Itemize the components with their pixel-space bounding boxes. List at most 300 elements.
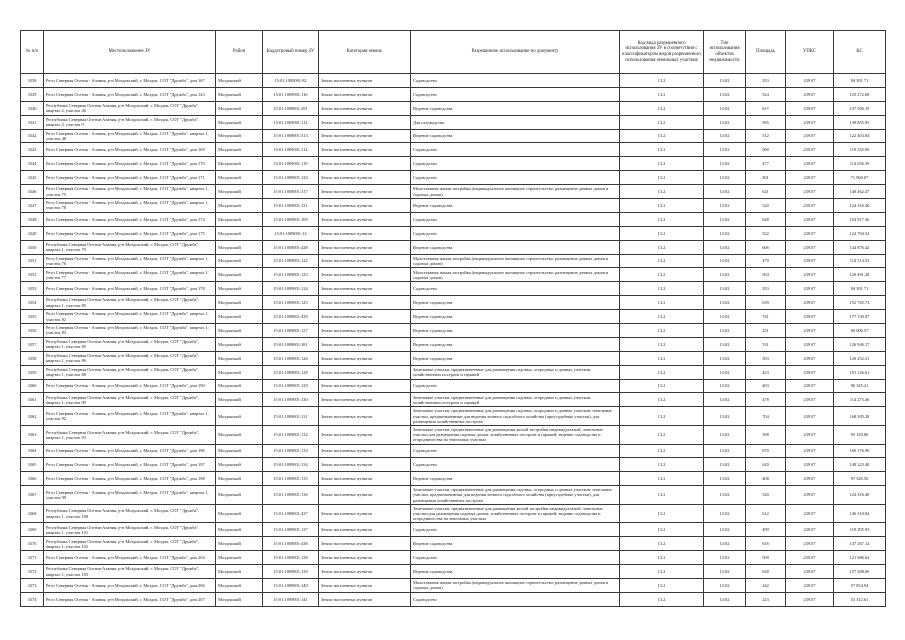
cell-permitted-use: Садоводство xyxy=(411,212,620,226)
cell-usage-type: 13:02 xyxy=(704,296,746,310)
header-area: Площадь xyxy=(746,31,786,74)
cell-usage-type: 13:02 xyxy=(704,212,746,226)
cell-num: 3347 xyxy=(21,199,44,213)
cell-ks: 120 491.28 xyxy=(834,268,886,282)
cell-district: Моздокский xyxy=(216,365,263,379)
cell-category: Земли населенных пунктов xyxy=(319,425,411,444)
cell-num: 3350 xyxy=(21,240,44,254)
header-usage-type: Тип использования объектов недвижимости xyxy=(704,31,746,74)
cell-usage-type: 13:02 xyxy=(704,565,746,579)
cell-ks: 95 149.86 xyxy=(834,425,886,444)
cell-permitted-use: Малоэтажная жилая застройка (индивидуальное жилищное строительство; размещение дачных домов и садовых домов) xyxy=(411,579,620,593)
cell-category: Земли населенных пунктов xyxy=(319,565,411,579)
cell-cadastral: 15:01:1009001:82 xyxy=(263,74,319,88)
cell-usage-type: 13:02 xyxy=(704,171,746,185)
cell-upks: 239.07 xyxy=(786,296,834,310)
cell-area: 585 xyxy=(746,115,786,129)
cell-num: 3361 xyxy=(21,393,44,407)
cell-cadastral: 15:01:1009001:135 xyxy=(263,472,319,486)
cell-num: 3341 xyxy=(21,115,44,129)
cell-area: 478 xyxy=(746,393,786,407)
cell-vri-code: 13.2 xyxy=(620,458,704,472)
table-row xyxy=(21,504,886,523)
cell-category: Земли населенных пунктов xyxy=(319,551,411,565)
cell-vri-code: 13.2 xyxy=(620,143,704,157)
cell-location: Республика Северная Осетия-Алания, р-н Моздокский, г. Моздок, СОТ "Дружба", квартал 1, участок 80 xyxy=(44,296,216,310)
cell-category: Земли населенных пунктов xyxy=(319,143,411,157)
cell-area: 242 xyxy=(746,579,786,593)
cell-area: 403 xyxy=(746,379,786,393)
cell-location: Респ Северная Осетия - Алания, р-н Моздокский, г. Моздок, СОТ "Дружба", дом 170 xyxy=(44,157,216,171)
cell-location: Респ Северная Осетия - Алания, р-н Моздокский, г. Моздок, СОТ "Дружба", дом 167 xyxy=(44,74,216,88)
cell-district: Моздокский xyxy=(216,296,263,310)
cell-permitted-use: Садоводство xyxy=(411,157,620,171)
cell-ks: 148 223.40 xyxy=(834,458,886,472)
cell-cadastral: 15:01:1009001:137 xyxy=(263,523,319,537)
cell-usage-type: 13:02 xyxy=(704,129,746,143)
cell-permitted-use: Земельные участки, предназначенные для размещения садовых, огородных и дачных участков, хозяйственных построек и гаражей xyxy=(411,393,620,407)
cell-usage-type: 13:02 xyxy=(704,101,746,115)
cell-cadastral: 15:01:1009001:120 xyxy=(263,171,319,185)
cell-num: 3356 xyxy=(21,324,44,338)
table-row xyxy=(21,551,886,565)
cell-permitted-use: Земельные участки, предназначенные для размещения жилой застройки индивидуальной; земельные участки для размещения садовых домов, хозяйственных построек и гаражей; ведение садоводства и огородничества на земельных участках xyxy=(411,425,620,444)
cell-category: Земли населенных пунктов xyxy=(319,171,411,185)
cell-upks: 239.07 xyxy=(786,129,834,143)
cell-num: 3357 xyxy=(21,337,44,351)
cell-usage-type: 13:02 xyxy=(704,199,746,213)
cell-vri-code: 13.2 xyxy=(620,379,704,393)
cell-usage-type: 13:02 xyxy=(704,393,746,407)
cell-num: 3363 xyxy=(21,425,44,444)
cell-area: 499 xyxy=(746,523,786,537)
cell-permitted-use: Садоводство xyxy=(411,458,620,472)
table-row xyxy=(21,407,886,426)
cell-location: Респ Северная Осетия - Алания, р-н Моздокский, г. Моздок, СОТ "Дружба", дом 197 xyxy=(44,458,216,472)
cell-category: Земли населенных пунктов xyxy=(319,324,411,338)
table-row xyxy=(21,185,886,199)
cell-ks: 114 514.53 xyxy=(834,254,886,268)
cell-num: 3366 xyxy=(21,472,44,486)
cell-cadastral: 15:01:1009001:134 xyxy=(263,458,319,472)
cell-ks: 157 308.06 xyxy=(834,565,886,579)
cell-usage-type: 13:02 xyxy=(704,143,746,157)
cell-location: Респ Северная Осетия - Алания, р-н Моздокский, г. Моздок, СОТ "Дружба", квартал 1, участок 92 xyxy=(44,407,216,426)
cell-area: 520 xyxy=(746,486,786,505)
cell-district: Моздокский xyxy=(216,393,263,407)
table-row xyxy=(21,337,886,351)
cell-area: 398 xyxy=(746,425,786,444)
cell-district: Моздокский xyxy=(216,157,263,171)
cell-upks: 239.07 xyxy=(786,579,834,593)
cell-district: Моздокский xyxy=(216,379,263,393)
cell-cadastral: 15:01:1009001:125 xyxy=(263,296,319,310)
cell-vri-code: 13.2 xyxy=(620,212,704,226)
cell-cadastral: 15:01:1009001:129 xyxy=(263,379,319,393)
cell-usage-type: 13:02 xyxy=(704,226,746,240)
cell-cadastral: 15:01:1009001:131 xyxy=(263,407,319,426)
cell-ks: 120 252.21 xyxy=(834,351,886,365)
cell-category: Земли населенных пунктов xyxy=(319,337,411,351)
cell-category: Земли населенных пунктов xyxy=(319,185,411,199)
cell-vri-code: 13.2 xyxy=(620,268,704,282)
cell-ks: 53 312.61 xyxy=(834,592,886,606)
cell-vri-code: 13.2 xyxy=(620,185,704,199)
cell-district: Моздокский xyxy=(216,101,263,115)
cell-location: Респ Северная Осетия - Алания, р-н Моздокский, г. Моздок, СОТ "Дружба", дом 178 xyxy=(44,282,216,296)
cell-category: Земли населенных пунктов xyxy=(319,592,411,606)
cell-num: 3368 xyxy=(21,504,44,523)
cell-permitted-use: Садоводство xyxy=(411,551,620,565)
cell-vri-code: 13.2 xyxy=(620,115,704,129)
cell-vri-code: 13.2 xyxy=(620,157,704,171)
cell-district: Моздокский xyxy=(216,551,263,565)
cell-category: Земли населенных пунктов xyxy=(319,240,411,254)
cell-upks: 239.07 xyxy=(786,393,834,407)
cell-district: Моздокский xyxy=(216,240,263,254)
cell-district: Моздокский xyxy=(216,268,263,282)
cell-ks: 84 391.71 xyxy=(834,74,886,88)
cell-permitted-use: Садоводство xyxy=(411,282,620,296)
cell-vri-code: 13.2 xyxy=(620,101,704,115)
cell-upks: 239.07 xyxy=(786,185,834,199)
cell-vri-code: 13.2 xyxy=(620,282,704,296)
cell-ks: 84 391.71 xyxy=(834,282,886,296)
table-row xyxy=(21,310,886,324)
cell-num: 3367 xyxy=(21,486,44,505)
cell-ks: 152 765.73 xyxy=(834,296,886,310)
cell-upks: 239.07 xyxy=(786,310,834,324)
cell-ks: 122 403.84 xyxy=(834,129,886,143)
cell-usage-type: 13:02 xyxy=(704,87,746,101)
table-row xyxy=(21,212,886,226)
cell-category: Земли населенных пунктов xyxy=(319,74,411,88)
header-category: Категория земель xyxy=(319,31,411,74)
cell-upks: 239.07 xyxy=(786,523,834,537)
cell-location: Респ Северная Осетия - Алания, р-н Моздокский, г. Моздок, СОТ "Дружба", дом 196 xyxy=(44,444,216,458)
cell-category: Земли населенных пунктов xyxy=(319,129,411,143)
cell-location: Респ Северная Осетия - Алания, р-н Моздокский, г. Моздок, СОТ "Дружба", квартал 1, участок 48 xyxy=(44,129,216,143)
cell-area: 531 xyxy=(746,337,786,351)
cell-upks: 239.07 xyxy=(786,157,834,171)
cell-district: Моздокский xyxy=(216,351,263,365)
cell-district: Моздокский xyxy=(216,504,263,523)
cell-location: Респ Северная Осетия - Алания, р-н Моздокский, г. Моздок, СОТ "Дружба", квартал 1, участок 78 xyxy=(44,199,216,213)
cell-permitted-use: Ведение садоводства xyxy=(411,537,620,551)
cell-district: Моздокский xyxy=(216,171,263,185)
cell-num: 3343 xyxy=(21,143,44,157)
cell-usage-type: 13:02 xyxy=(704,310,746,324)
cell-location: Респ Северная Осетия - Алания, р-н Моздокский, г. Моздок, СОТ "Дружба", дом 198 xyxy=(44,472,216,486)
cell-permitted-use: Ведение садоводства xyxy=(411,129,620,143)
cell-vri-code: 13.2 xyxy=(620,365,704,379)
cell-vri-code: 13.2 xyxy=(620,254,704,268)
cell-permitted-use: Ведение садоводства xyxy=(411,101,620,115)
table-row xyxy=(21,254,886,268)
cell-area: 620 xyxy=(746,458,786,472)
cell-location: Респ Северная Осетия - Алания, р-н Моздокский, г. Моздок, СОТ "Дружба", дом 204 xyxy=(44,551,216,565)
cell-vri-code: 13.2 xyxy=(620,296,704,310)
table-row xyxy=(21,393,886,407)
cell-district: Моздокский xyxy=(216,199,263,213)
cell-area: 524 xyxy=(746,87,786,101)
cell-category: Земли населенных пунктов xyxy=(319,537,411,551)
header-num: № п/п xyxy=(21,31,44,74)
cell-num: 3339 xyxy=(21,87,44,101)
cell-permitted-use: Малоэтажная жилая застройка (индивидуальное жилищное строительство; размещение дачных домов и садовых домов) xyxy=(411,268,620,282)
cell-vri-code: 13.2 xyxy=(620,579,704,593)
cell-location: Республика Северная Осетия-Алания, р-н Моздокский, г. Моздок, СОТ "Дружба", квартал 1, участок 101 xyxy=(44,523,216,537)
cell-usage-type: 13:02 xyxy=(704,337,746,351)
cell-cadastral: 15:01:1008001:428 xyxy=(263,240,319,254)
cell-vri-code: 13.2 xyxy=(620,523,704,537)
cell-area: 353 xyxy=(746,74,786,88)
cell-area: 408 xyxy=(746,472,786,486)
cell-upks: 239.07 xyxy=(786,87,834,101)
cell-location: Респ Северная Осетия - Алания, р-н Моздокский, г. Моздок, СОТ "Дружба", квартал 1, участок 82 xyxy=(44,310,216,324)
cell-area: 741 xyxy=(746,310,786,324)
table-row xyxy=(21,565,886,579)
cell-area: 606 xyxy=(746,240,786,254)
cell-upks: 239.07 xyxy=(786,226,834,240)
cell-permitted-use: Ведение садоводства xyxy=(411,296,620,310)
cell-area: 504 xyxy=(746,268,786,282)
cell-usage-type: 13:02 xyxy=(704,407,746,426)
cell-usage-type: 13:02 xyxy=(704,351,746,365)
cell-num: 3359 xyxy=(21,365,44,379)
cell-district: Моздокский xyxy=(216,254,263,268)
cell-cadastral: 15:01:1009001:116 xyxy=(263,87,319,101)
cell-location: Респ Северная Осетия - Алания, р-н Моздокский, г. Моздок, СОТ "Дружба", дом 206 xyxy=(44,579,216,593)
cell-category: Земли населенных пунктов xyxy=(319,212,411,226)
cell-location: Республика Северная Осетия-Алания, р-н Моздокский, г. Моздок, СОТ "Дружба", квартал 1, участок 100 xyxy=(44,504,216,523)
cell-category: Земли населенных пунктов xyxy=(319,115,411,129)
cell-ks: 114 275.46 xyxy=(834,393,886,407)
cell-ks: 146 310.84 xyxy=(834,504,886,523)
cell-location: Респ Северная Осетия - Алания, р-н Моздокский, г. Моздок, СОТ "Дружба", дом 175 xyxy=(44,226,216,240)
cell-vri-code: 13.2 xyxy=(620,425,704,444)
cell-vri-code: 13.2 xyxy=(620,171,704,185)
cell-num: 3351 xyxy=(21,254,44,268)
cell-area: 612 xyxy=(746,504,786,523)
cell-ks: 147 267.12 xyxy=(834,537,886,551)
cell-vri-code: 13.2 xyxy=(620,129,704,143)
cell-usage-type: 13:02 xyxy=(704,240,746,254)
cell-num: 3360 xyxy=(21,379,44,393)
cell-area: 617 xyxy=(746,101,786,115)
cell-ks: 119 535.00 xyxy=(834,143,886,157)
cell-district: Моздокский xyxy=(216,143,263,157)
cell-category: Земли населенных пунктов xyxy=(319,486,411,505)
cell-district: Моздокский xyxy=(216,425,263,444)
cell-permitted-use: Малоэтажная жилая застройка (индивидуальное жилищное строительство; размещение дачных домов и садовых домов) xyxy=(411,185,620,199)
cell-area: 503 xyxy=(746,351,786,365)
table-row xyxy=(21,472,886,486)
cell-cadastral: 15:01:1009001:130 xyxy=(263,393,319,407)
cell-cadastral: 15:01:1009001:126 xyxy=(263,351,319,365)
cell-usage-type: 13:02 xyxy=(704,157,746,171)
table-row xyxy=(21,537,886,551)
cell-ks: 124 794.54 xyxy=(834,226,886,240)
table-row xyxy=(21,226,886,240)
header-district: Район xyxy=(216,31,263,74)
cell-location: Республика Северная Осетия-Алания, р-н Моздокский, г. Моздок, СОТ "Дружба", квартал 1, участок 88 xyxy=(44,365,216,379)
cell-ks: 71 960.07 xyxy=(834,171,886,185)
cell-upks: 239.07 xyxy=(786,324,834,338)
cell-cadastral: 15:01:1009001:136 xyxy=(263,486,319,505)
header-vri-code: Код вида разрешенного использования ЗУ в соответствии с классификатором видов разрешенного использования земельных участков xyxy=(620,31,704,74)
cell-usage-type: 13:02 xyxy=(704,74,746,88)
cell-cadastral: 15:01:1009001:127 xyxy=(263,324,319,338)
cell-usage-type: 13:02 xyxy=(704,579,746,593)
cell-num: 3364 xyxy=(21,444,44,458)
cell-district: Моздокский xyxy=(216,537,263,551)
cell-district: Моздокский xyxy=(216,129,263,143)
cell-vri-code: 13.2 xyxy=(620,592,704,606)
cell-permitted-use: Ведение садоводства xyxy=(411,565,620,579)
cell-district: Моздокский xyxy=(216,523,263,537)
cell-district: Моздокский xyxy=(216,458,263,472)
cell-cadastral: 15:01:1009001:122 xyxy=(263,254,319,268)
table-row xyxy=(21,296,886,310)
cell-vri-code: 13.2 xyxy=(620,87,704,101)
cell-upks: 239.07 xyxy=(786,565,834,579)
cell-vri-code: 13.2 xyxy=(620,444,704,458)
cell-ks: 139 855.95 xyxy=(834,115,886,129)
cell-location: Республика Северная Осетия-Алания, р-н Моздокский, г. Моздок, СОТ "Дружба", квартал 3, участок 9 xyxy=(44,115,216,129)
cell-vri-code: 13.2 xyxy=(620,472,704,486)
table-row xyxy=(21,324,886,338)
cell-location: Республика Северная Осетия-Алания, р-н Моздокский, г. Моздок, СОТ "Дружба", квартал 1, участок 102 xyxy=(44,537,216,551)
cell-num: 3370 xyxy=(21,537,44,551)
header-permitted-use: Разрешенное использование по документу xyxy=(411,31,620,74)
cell-num: 3371 xyxy=(21,551,44,565)
cell-ks: 97 540.56 xyxy=(834,472,886,486)
cell-upks: 239.07 xyxy=(786,212,834,226)
cell-location: Республика Северная Осетия-Алания, р-н Моздокский, г. Моздок, СОТ "Дружба", квартал 1, участок 93 xyxy=(44,425,216,444)
cell-ks: 125 272.68 xyxy=(834,87,886,101)
cell-location: Респ Северная Осетия - Алания, р-н Моздокский, г. Моздок, СОТ "Дружба", квартал 1, участок 76 xyxy=(44,254,216,268)
cell-location: Респ Северная Осетия - Алания, р-н Моздокский, г. Моздок, СОТ "Дружба", квартал 1, участок 77 xyxy=(44,268,216,282)
cell-permitted-use: Ведение садоводства xyxy=(411,199,620,213)
cell-upks: 239.07 xyxy=(786,592,834,606)
cell-usage-type: 13:02 xyxy=(704,444,746,458)
cell-district: Моздокский xyxy=(216,185,263,199)
cell-category: Земли населенных пунктов xyxy=(319,282,411,296)
cell-category: Земли населенных пунктов xyxy=(319,458,411,472)
cell-vri-code: 13.2 xyxy=(620,565,704,579)
cell-upks: 239.07 xyxy=(786,199,834,213)
cell-cadastral: 15:01:1009001:119 xyxy=(263,157,319,171)
cell-vri-code: 13.2 xyxy=(620,324,704,338)
table-body xyxy=(21,74,886,607)
cell-district: Моздокский xyxy=(216,87,263,101)
table-row xyxy=(21,365,886,379)
cell-vri-code: 13.2 xyxy=(620,407,704,426)
cell-area: 423 xyxy=(746,365,786,379)
cell-area: 251 xyxy=(746,324,786,338)
header-ks: КС xyxy=(834,31,886,74)
cell-ks: 154 917.36 xyxy=(834,212,886,226)
cell-category: Земли населенных пунктов xyxy=(319,226,411,240)
cell-district: Моздокский xyxy=(216,444,263,458)
cell-location: Респ Северная Осетия - Алания, р-н Моздокский, г. Моздок, СОТ "Дружба", дом 174 xyxy=(44,212,216,226)
cell-area: 520 xyxy=(746,199,786,213)
cell-permitted-use: Земельные участки, предназначенные для размещения жилой застройки индивидуальной; земельные участки для размещения садовых домов, хозяйственных построек и гаражей; ведение садоводства и огородничества на земельных участках xyxy=(411,504,620,523)
cell-cadastral: 15:01:1008001:437 xyxy=(263,504,319,523)
cell-category: Земли населенных пунктов xyxy=(319,351,411,365)
table-row xyxy=(21,486,886,505)
cell-num: 3372 xyxy=(21,565,44,579)
cell-location: Респ Северная Осетия - Алания, р-н Моздокский, г. Моздок, СОТ "Дружба", квартал 1, участок 75 xyxy=(44,185,216,199)
cell-upks: 239.07 xyxy=(786,101,834,115)
cell-cadastral: 15:01:1009001:133 xyxy=(263,444,319,458)
cell-cadastral: 15:01:1008001:313 xyxy=(263,129,319,143)
cell-upks: 239.07 xyxy=(786,351,834,365)
cell-upks: 239.07 xyxy=(786,425,834,444)
cell-permitted-use: Садоводство xyxy=(411,379,620,393)
cell-area: 353 xyxy=(746,282,786,296)
cell-location: Республика Северная Осетия-Алания, р-н Моздокский, г. Моздок, СОТ "Дружба", квартал 1, участок 105 xyxy=(44,565,216,579)
cell-permitted-use: Для садоводства xyxy=(411,115,620,129)
cell-permitted-use: Садоводство xyxy=(411,171,620,185)
cell-district: Моздокский xyxy=(216,324,263,338)
cell-vri-code: 13.2 xyxy=(620,226,704,240)
cell-permitted-use: Садоводство xyxy=(411,143,620,157)
header-location: Местоположение ЗУ xyxy=(44,31,216,74)
cell-upks: 239.07 xyxy=(786,268,834,282)
cell-upks: 239.07 xyxy=(786,365,834,379)
table-row xyxy=(21,143,886,157)
table-row xyxy=(21,268,886,282)
cell-area: 512 xyxy=(746,129,786,143)
cell-cadastral: 15:01:1009001:128 xyxy=(263,365,319,379)
header-cadastral: Кадастровый номер ЗУ xyxy=(263,31,319,74)
cell-ks: 57 854.94 xyxy=(834,579,886,593)
table-row xyxy=(21,129,886,143)
table-row xyxy=(21,425,886,444)
cell-location: Респ Северная Осетия - Алания, р-н Моздокский, г. Моздок, СОТ "Дружба", дом 143 xyxy=(44,87,216,101)
cell-upks: 239.07 xyxy=(786,74,834,88)
cell-num: 3374 xyxy=(21,592,44,606)
cell-category: Земли населенных пунктов xyxy=(319,268,411,282)
cell-category: Земли населенных пунктов xyxy=(319,407,411,426)
cell-cadastral: 15:01:1009001:139 xyxy=(263,565,319,579)
table-row xyxy=(21,115,886,129)
cell-cadastral: 15:01:1008001:438 xyxy=(263,537,319,551)
cell-category: Земли населенных пунктов xyxy=(319,254,411,268)
cell-cadastral: 15:01:1009001:123 xyxy=(263,268,319,282)
cell-ks: 114 036.39 xyxy=(834,157,886,171)
cell-permitted-use: Садоводство xyxy=(411,444,620,458)
cell-location: Респ Северная Осетия - Алания, р-н Моздокский, г. Моздок, СОТ "Дружба", квартал 1, участок 99 xyxy=(44,486,216,505)
cell-category: Земли населенных пунктов xyxy=(319,393,411,407)
cell-category: Земли населенных пунктов xyxy=(319,379,411,393)
cell-district: Моздокский xyxy=(216,592,263,606)
cell-num: 3354 xyxy=(21,296,44,310)
cell-location: Респ Северная Осетия - Алания, р-н Моздокский, г. Моздок, СОТ "Дружба", дом 169 xyxy=(44,143,216,157)
cell-location: Республика Северная Осетия-Алания, р-н Моздокский, г. Моздок, СОТ "Дружба", квартал 2, участок 46 xyxy=(44,101,216,115)
cell-district: Моздокский xyxy=(216,74,263,88)
cell-num: 3348 xyxy=(21,212,44,226)
cell-area: 658 xyxy=(746,565,786,579)
table-row xyxy=(21,157,886,171)
cell-vri-code: 13.2 xyxy=(620,537,704,551)
cell-category: Земли населенных пунктов xyxy=(319,157,411,171)
cell-ks: 177 150.87 xyxy=(834,310,886,324)
cell-ks: 147 506.19 xyxy=(834,101,886,115)
cell-usage-type: 13:02 xyxy=(704,486,746,505)
